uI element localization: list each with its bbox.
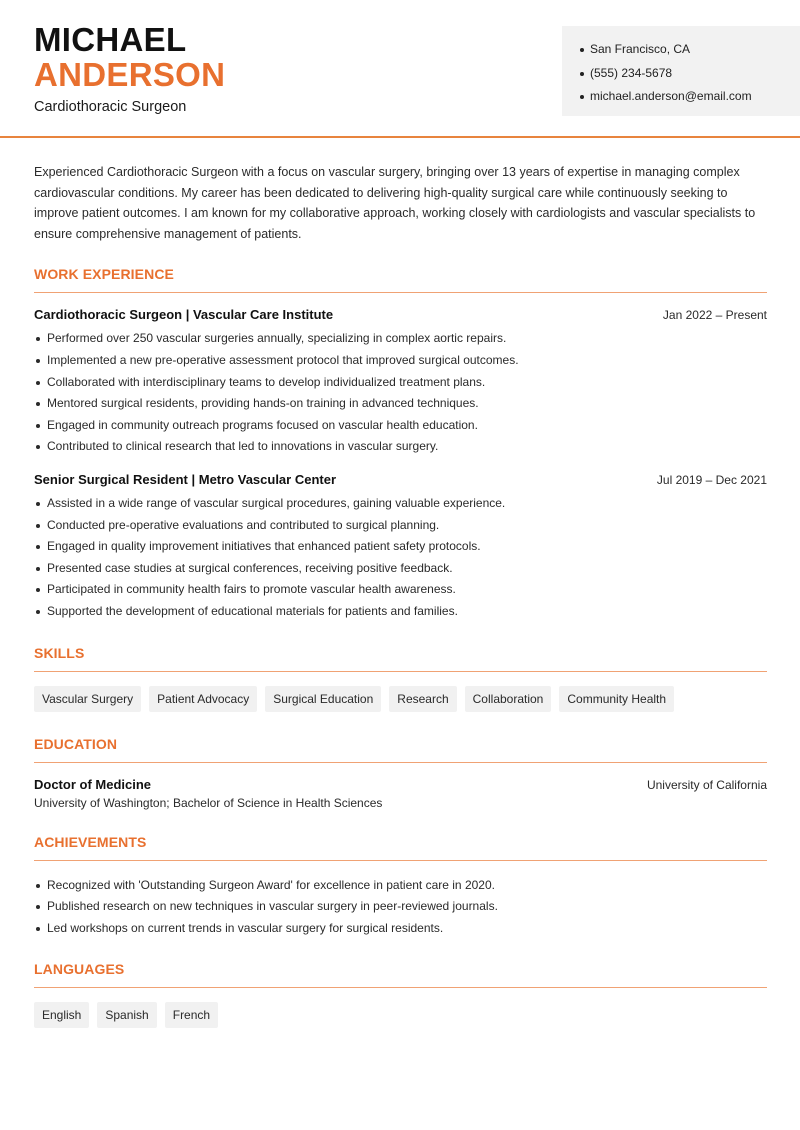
list-item: Mentored surgical residents, providing hands-on training in advanced techniques. xyxy=(34,393,767,415)
first-name: MICHAEL xyxy=(34,21,187,58)
skills-tags xyxy=(34,686,767,712)
achievements-section xyxy=(34,834,767,940)
list-item: Presented case studies at surgical conferences, receiving positive feedback. xyxy=(34,558,767,580)
skill-tag: Surgical Education xyxy=(265,686,381,712)
job-entry-title: Cardiothoracic Surgeon | Vascular Care Institute xyxy=(34,307,334,323)
skill-tag: Vascular Surgery xyxy=(34,686,141,712)
language-tags xyxy=(34,1002,767,1028)
list-item: Published research on new techniques in vascular surgery in peer-reviewed journals. xyxy=(34,896,767,918)
resume-body xyxy=(34,162,767,1028)
section-heading: EDUCATION xyxy=(34,736,767,763)
job-title: Cardiothoracic Surgeon xyxy=(34,99,187,115)
list-item: Supported the development of educational materials for patients and families. xyxy=(34,601,767,623)
job-entry xyxy=(34,307,767,458)
resume-header xyxy=(0,0,800,138)
education-section xyxy=(34,736,767,810)
work-experience-section xyxy=(34,266,767,622)
last-name: ANDERSON xyxy=(34,56,226,93)
skill-tag: Patient Advocacy xyxy=(149,686,257,712)
language-tag: English xyxy=(34,1002,89,1028)
skill-tag: Community Health xyxy=(559,686,674,712)
contact-phone: (555) 234-5678 xyxy=(580,62,800,86)
list-item: Assisted in a wide range of vascular surgical procedures, gaining valuable experience. xyxy=(34,493,767,515)
contact-location: San Francisco, CA xyxy=(580,38,800,62)
contact-box xyxy=(562,26,800,116)
section-heading: SKILLS xyxy=(34,645,767,672)
school-name: University of California xyxy=(646,777,767,792)
languages-section xyxy=(34,961,767,1028)
degree-title: Doctor of Medicine xyxy=(34,776,152,792)
skill-tag: Collaboration xyxy=(465,686,552,712)
section-heading: WORK EXPERIENCE xyxy=(34,266,767,293)
job-bullets xyxy=(34,493,767,623)
section-heading: LANGUAGES xyxy=(34,961,767,988)
summary-paragraph: Experienced Cardiothoracic Surgeon with a focus on vascular surgery, bringing over 13 years of expertise in managing complex cardiovascular conditions. My career has been dedicated to delivering high-quality surgical care while continuously seeking to improve patient outcomes. I am known for my collaborative approach, working closely with cardiologists and vascular specialists to ensure comprehensive management of patients. xyxy=(34,165,756,241)
education-detail: University of Washington; Bachelor of Science in Health Sciences xyxy=(34,795,383,810)
language-tag: French xyxy=(165,1002,218,1028)
candidate-name xyxy=(34,22,225,92)
list-item: Led workshops on current trends in vascular surgery for surgical residents. xyxy=(34,918,767,940)
contact-email: michael.anderson@email.com xyxy=(580,85,800,109)
job-entry-dates: Jan 2022 – Present xyxy=(662,308,767,323)
list-item: Engaged in quality improvement initiatives that enhanced patient safety protocols. xyxy=(34,536,767,558)
achievement-list xyxy=(34,875,767,940)
list-item: Contributed to clinical research that led to innovations in vascular surgery. xyxy=(34,436,767,458)
section-heading: ACHIEVEMENTS xyxy=(34,834,767,861)
skill-tag: Research xyxy=(389,686,456,712)
job-entry-dates: Jul 2019 – Dec 2021 xyxy=(656,472,767,487)
list-item: Participated in community health fairs to promote vascular health awareness. xyxy=(34,579,767,601)
list-item: Engaged in community outreach programs focused on vascular health education. xyxy=(34,415,767,437)
job-entry-title: Senior Surgical Resident | Metro Vascular Center xyxy=(34,471,337,487)
list-item: Implemented a new pre-operative assessment protocol that improved surgical outcomes. xyxy=(34,350,767,372)
language-tag: Spanish xyxy=(97,1002,156,1028)
list-item: Conducted pre-operative evaluations and contributed to surgical planning. xyxy=(34,515,767,537)
job-bullets xyxy=(34,328,767,458)
job-entry xyxy=(34,472,767,623)
skills-section xyxy=(34,645,767,712)
list-item: Recognized with 'Outstanding Surgeon Award' for excellence in patient care in 2020. xyxy=(34,875,767,897)
list-item: Performed over 250 vascular surgeries annually, specializing in complex aortic repairs. xyxy=(34,328,767,350)
list-item: Collaborated with interdisciplinary teams to develop individualized treatment plans. xyxy=(34,372,767,394)
